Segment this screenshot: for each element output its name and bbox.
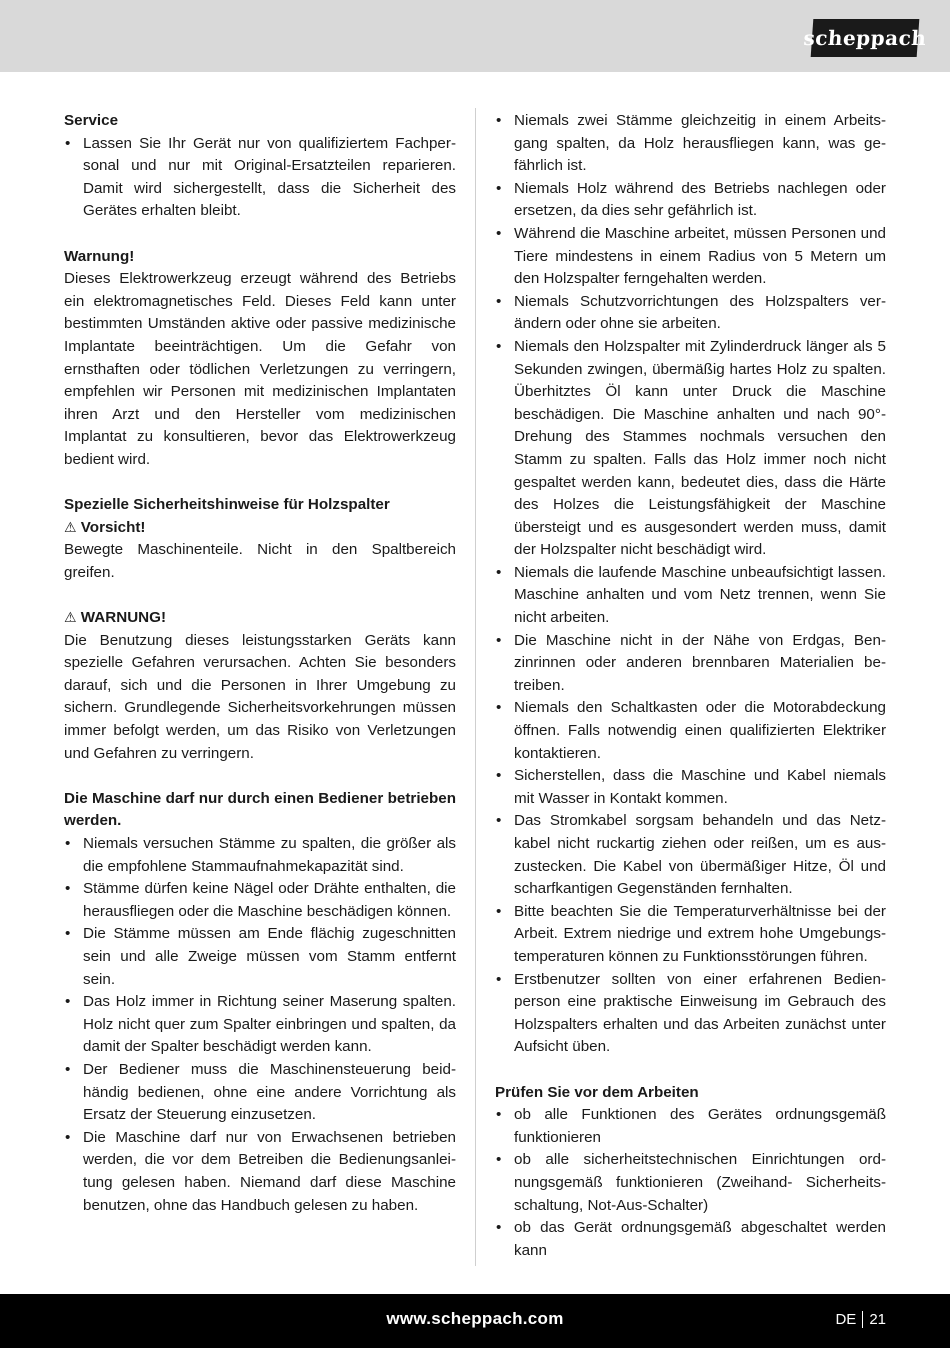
list-item: • Der Bediener muss die Maschinensteuerung beidhändig bedienen, ohne eine andere Vorrichtung als Ersatz der Steuerung einzusetzen. xyxy=(64,1059,456,1127)
brand-logo: scheppach xyxy=(811,19,920,57)
warnung-text: Dieses Elektrowerkzeug erzeugt während des Betriebs ein elektromagnetisches Feld. Dieses Feld kann unter bestimmten Umständen aktive oder passive medizinische Implantate beeinträchtigen. Um die Gefahr von ernsthaften oder tödlichen Verletzungen zu verringern, empfehlen wir Personen mit medizinischen Implantaten ihren Arzt und den Hersteller vom medizinischen Implantat zu konsultieren, bevor das Elektrowerkzeug bedient wird. xyxy=(64,270,456,468)
spezielle-section xyxy=(64,494,456,584)
warning-triangle-icon: ⚠ xyxy=(64,610,77,627)
page-separator xyxy=(862,1311,863,1328)
list-item: • Das Stromkabel sorgsam behandeln und das Netzkabel nicht ruckartig ziehen oder reißen, um es auszustecken. Die Kabel von übermäßiger Hitze, Öl und scharfkantigen Gegenständen fernhalten. xyxy=(495,810,886,900)
footer-url-link[interactable]: www.scheppach.com xyxy=(386,1309,564,1328)
list-item: • Lassen Sie Ihr Gerät nur von qualifiziertem Fachpersonal und nur mit Original-Ersatzteilen reparieren. Damit wird sichergestellt, dass die Sicherheit des Gerätes erhalten bleibt. xyxy=(64,133,456,223)
header-band xyxy=(0,0,950,72)
list-item: • ob alle Funktionen des Gerätes ordnungsgemäß funktionieren xyxy=(495,1104,886,1149)
service-heading: Service xyxy=(64,112,119,129)
left-column xyxy=(64,110,456,1217)
caution-label: Vorsicht! xyxy=(80,518,146,536)
warnung2-section xyxy=(64,607,456,765)
page-indicator xyxy=(835,1311,886,1328)
pruefen-list xyxy=(495,1104,886,1262)
language-code: DE xyxy=(835,1311,857,1328)
list-item: • Stämme dürfen keine Nägel oder Drähte enthalten, die herausfliegen oder die Maschine beschädigen können. xyxy=(64,878,456,923)
list-item: • ob alle sicherheitstechnischen Einrichtungen ordnungsgemäß funktionieren (Zweihand- Sicherheitsschaltung, Not-Aus-Schalter) xyxy=(495,1149,886,1217)
list-item: • Niemals versuchen Stämme zu spalten, die größer als die empfohlene Stammaufnahmekapazität sind. xyxy=(64,833,456,878)
right-column xyxy=(495,110,886,1262)
list-item: • Niemals die laufende Maschine unbeaufsichtigt lassen. Maschine anhalten und vom Netz trennen, wenn Sie nicht arbeiten. xyxy=(495,562,886,630)
list-item: • Während die Maschine arbeitet, müssen Personen und Tiere mindestens in einem Radius von 5 Metern um den Holzspalter ferngehalten werden. xyxy=(495,223,886,291)
warnung-heading: Warnung! xyxy=(64,247,135,265)
list-item: • Das Holz immer in Richtung seiner Maserung spalten. Holz nicht quer zum Spalter einbringen und spalten, da damit der Spalter beschädigt werden kann. xyxy=(64,991,456,1059)
warnung2-label: WARNUNG! xyxy=(80,609,167,627)
column-divider xyxy=(475,108,476,1266)
list-item: • Niemals Schutzvorrichtungen des Holzspalters verändern oder ohne sie arbeiten. xyxy=(495,291,886,336)
caution-heading xyxy=(64,517,456,540)
list-item: • Niemals den Holzspalter mit Zylinderdruck länger als 5 Sekunden zwingen, übermäßig hartes Holz zu spalten. Überhitztes Öl kann unter Druck die Maschine beschädigen. Die Maschine anhalten und nach 90°-Drehung des Stammes nochmals versuchen den Stamm zu spalten. Falls das Holz immer noch nicht gespaltet werden kann, bedeutet dies, dass die Härte des Holzes die Leistungsfähigkeit der Maschine übersteigt und es ausgesondert werden muss, damit der Holzspalter nicht beschädigt wird. xyxy=(495,336,886,562)
caution-text: Bewegte Maschinenteile. Nicht in den Spaltbereich greifen. xyxy=(64,541,456,581)
list-item: • Bitte beachten Sie die Temperaturverhältnisse bei der Arbeit. Extrem niedrige und extrem hohe Umgebungstemperaturen können zu Funktionsstörungen führen. xyxy=(495,901,886,969)
footer-bar xyxy=(0,1294,950,1348)
list-item: • Die Maschine darf nur von Erwachsenen betrieben werden, die vor dem Betreiben die Bedienungsanleitung gelesen haben. Niemand darf diese Maschine benutzen, ohne das Handbuch gelesen zu haben. xyxy=(64,1127,456,1217)
warnung2-heading xyxy=(64,607,456,630)
page-number: 21 xyxy=(869,1311,886,1328)
list-item: • Niemals Holz während des Betriebs nachlegen oder ersetzen, da dies sehr gefährlich ist. xyxy=(495,178,886,223)
list-item: • Niemals zwei Stämme gleichzeitig in einem Arbeitsgang spalten, da Holz herausfliegen kann, was gefährlich ist. xyxy=(495,110,886,178)
spezielle-heading: Spezielle Sicherheitshinweise für Holzspalter xyxy=(64,496,390,514)
list-item: • Erstbenutzer sollten von einer erfahrenen Bedienperson eine praktische Einweisung im Gebrauch des Holzspalters erhalten und das Arbeiten zunächst unter Aufsicht üben. xyxy=(495,969,886,1059)
pruefen-section xyxy=(495,1082,886,1263)
warnung-section xyxy=(64,246,456,472)
bediener-heading: Die Maschine darf nur durch einen Bediener betrieben werden. xyxy=(64,789,456,830)
warning-triangle-icon: ⚠ xyxy=(64,519,77,536)
bediener-list xyxy=(64,833,456,1217)
warnung2-text: Die Benutzung dieses leistungsstarken Geräts kann spezielle Gefahren verursachen. Achten Sie besonders darauf, sich und die Personen in Ihrer Umgebung zu sichern. Grundlegende Sicherheitsvorkehrungen müssen immer befolgt werden, um das Risiko von Verletzungen und Gefahren zu verringern. xyxy=(64,631,456,762)
list-item: • ob das Gerät ordnungsgemäß abgeschaltet werden kann xyxy=(495,1217,886,1262)
safety-list xyxy=(495,110,886,1059)
list-item: • Niemals den Schaltkasten oder die Motorabdeckung öffnen. Falls notwendig einen qualifizierten Elektriker kontaktieren. xyxy=(495,697,886,765)
list-item: • Die Stämme müssen am Ende flächig zugeschnitten sein und alle Zweige müssen vom Stamm entfernt sein. xyxy=(64,923,456,991)
list-item: • Die Maschine nicht in der Nähe von Erdgas, Benzinrinnen oder anderen brennbaren Materialien betreiben. xyxy=(495,630,886,698)
pruefen-heading: Prüfen Sie vor dem Arbeiten xyxy=(495,1083,699,1101)
service-section xyxy=(64,110,456,223)
service-list xyxy=(64,133,456,223)
bediener-section xyxy=(64,788,456,1217)
list-item: • Sicherstellen, dass die Maschine und Kabel niemals mit Wasser in Kontakt kommen. xyxy=(495,765,886,810)
